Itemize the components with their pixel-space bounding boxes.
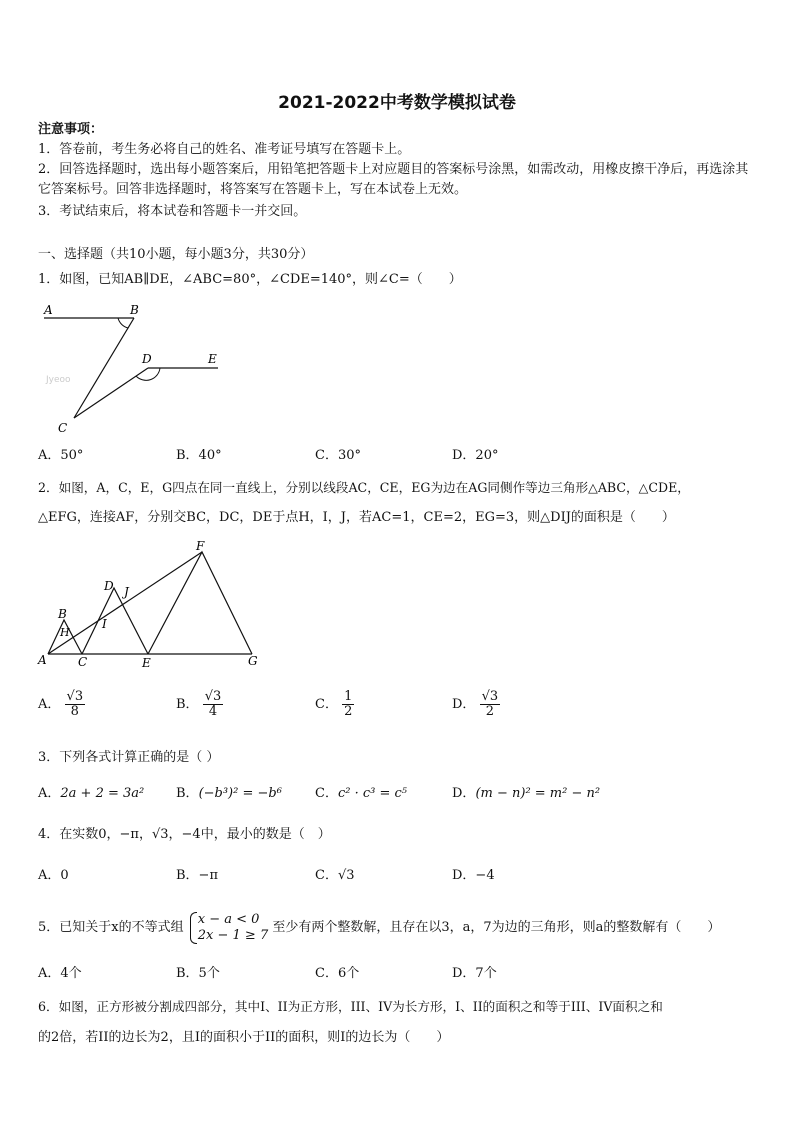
q2-option-d-fraction [480, 690, 501, 719]
q5-option-b[interactable]: B．5个 [176, 966, 220, 981]
triangle-efg [148, 552, 252, 654]
page-title: 2021-2022中考数学模拟试卷 [278, 93, 516, 113]
question-2-figure [36, 536, 266, 672]
fraction-denominator: 8 [70, 704, 79, 719]
triangle-cde [82, 588, 148, 654]
q2-option-d-letter: D． [452, 697, 476, 712]
q3-option-a-expr: 2a + 2 = 3a² [60, 786, 145, 801]
q2-option-b-fraction [203, 690, 224, 719]
q2-option-b[interactable] [176, 690, 223, 719]
notice-heading: 注意事项： [38, 122, 104, 137]
q3-option-b-letter: B． [176, 786, 199, 801]
q4-option-a[interactable]: A．0 [38, 868, 69, 883]
q5-option-d[interactable]: D．7个 [452, 966, 497, 981]
q2-option-c[interactable] [315, 690, 354, 719]
q4-option-b[interactable]: B．−π [176, 868, 218, 883]
question-5-stem [38, 905, 758, 951]
q3-option-b-expr: (−b³)² = −b⁶ [198, 786, 282, 801]
label-i: I [102, 617, 107, 631]
inequality-1: x − a < 0 [197, 911, 260, 927]
label-a: A [38, 653, 47, 667]
question-1-stem: 1．如图，已知AB∥DE，∠ABC=80°，∠CDE=140°，则∠C=（ ） [38, 272, 462, 287]
q3-option-a[interactable] [38, 784, 144, 804]
angle-b-arc [118, 318, 128, 328]
q3-option-b[interactable] [176, 784, 282, 804]
line-cd [74, 368, 148, 418]
q3-option-d-expr: (m − n)² = m² − n² [475, 786, 601, 801]
label-c: C [58, 421, 68, 435]
fraction-denominator: 2 [485, 704, 494, 719]
question-6-stem-line2: 的2倍，若II的边长为2，且I的面积小于II的面积，则I的边长为（ ） [38, 1030, 450, 1045]
q2-option-a[interactable] [38, 690, 85, 719]
label-b: B [130, 303, 139, 317]
q3-option-a-letter: A． [38, 786, 61, 801]
question-6-stem-line1: 6．如图，正方形被分割成四部分，其中I、II为正方形，III、IV为长方形，I、II的面积之和等于III、IV面积之和 [38, 999, 663, 1014]
q2-option-b-letter: B． [176, 697, 199, 712]
inequality-2: 2x − 1 ≥ 7 [197, 927, 269, 943]
fraction-numerator: √3 [481, 689, 499, 704]
notice-item-3: 3．考试结束后，将本试卷和答题卡一并交回。 [38, 204, 307, 219]
question-5-stem-post: 至少有两个整数解，且存在以3，a，7为边的三角形，则a的整数解有（ ） [272, 920, 721, 935]
q1-option-c[interactable]: C．30° [315, 448, 361, 463]
q3-option-d[interactable] [452, 784, 600, 804]
watermark: Jyeoo [46, 375, 71, 385]
section-heading: 一、选择题（共10小题，每小题3分，共30分） [38, 247, 314, 262]
label-j: J [124, 585, 129, 599]
label-b: B [58, 607, 67, 621]
label-h: H [60, 626, 70, 639]
q2-option-c-letter: C． [315, 697, 338, 712]
inequality-system [188, 912, 268, 944]
label-e: E [208, 352, 217, 366]
q2-option-a-fraction [65, 690, 86, 719]
q3-option-c[interactable] [315, 784, 407, 804]
question-4-stem: 4．在实数0，−π，√3，−4中，最小的数是（ ） [38, 827, 331, 842]
q3-option-c-letter: C． [315, 786, 338, 801]
q4-option-c[interactable]: C．√3 [315, 868, 355, 883]
fraction-numerator: 1 [344, 689, 353, 704]
q1-option-a[interactable]: A．50° [38, 448, 84, 463]
label-c: C [78, 655, 88, 669]
notice-item-2: 2．回答选择题时，选出每小题答案后，用铅笔把答题卡上对应题目的答案标号涂黑，如需改动，用橡皮擦干净后，再选涂其它答案标号。回答非选择题时，将答案写在答题卡上，写在本试卷上无效。 [38, 162, 749, 197]
label-g: G [248, 654, 258, 668]
fraction-numerator: √3 [66, 689, 84, 704]
q1-option-d[interactable]: D．20° [452, 448, 499, 463]
fraction-denominator: 4 [208, 704, 218, 719]
question-2-stem-line2: △EFG，连接AF，分别交BC，DC，DE于点H，I，J，若AC=1，CE=2，EG=3，则△DIJ的面积是（ ） [38, 510, 675, 525]
label-f: F [196, 539, 205, 553]
fraction-numerator: √3 [204, 689, 222, 704]
label-d: D [104, 579, 114, 593]
fraction-denominator: 2 [344, 704, 353, 719]
q2-option-d[interactable] [452, 690, 500, 719]
notice-item-1: 1．答卷前，考生务必将自己的姓名、准考证号填写在答题卡上。 [38, 142, 411, 157]
q1-option-b[interactable]: B．40° [176, 448, 222, 463]
label-a: A [44, 303, 53, 317]
question-5-stem-pre: 5．已知关于x的不等式组 [38, 920, 184, 935]
q3-option-d-letter: D． [452, 786, 476, 801]
line-af [48, 552, 202, 654]
label-d: D [142, 352, 152, 366]
q5-option-a[interactable]: A．4个 [38, 966, 82, 981]
question-2-stem-line1: 2．如图，A，C，E，G四点在同一直线上，分别以线段AC，CE，EG为边在AG同侧作等边三角形△ABC，△CDE， [38, 480, 690, 495]
q5-option-c[interactable]: C．6个 [315, 966, 360, 981]
q3-option-c-expr: c² · c³ = c⁵ [337, 786, 407, 801]
question-1-figure [38, 300, 238, 440]
q2-option-a-letter: A． [38, 697, 61, 712]
q4-option-d[interactable]: D．−4 [452, 868, 495, 883]
label-e: E [142, 656, 151, 670]
question-3-stem: 3．下列各式计算正确的是（ ） [38, 750, 220, 765]
line-bc [74, 318, 134, 418]
q2-option-c-fraction [342, 690, 354, 719]
